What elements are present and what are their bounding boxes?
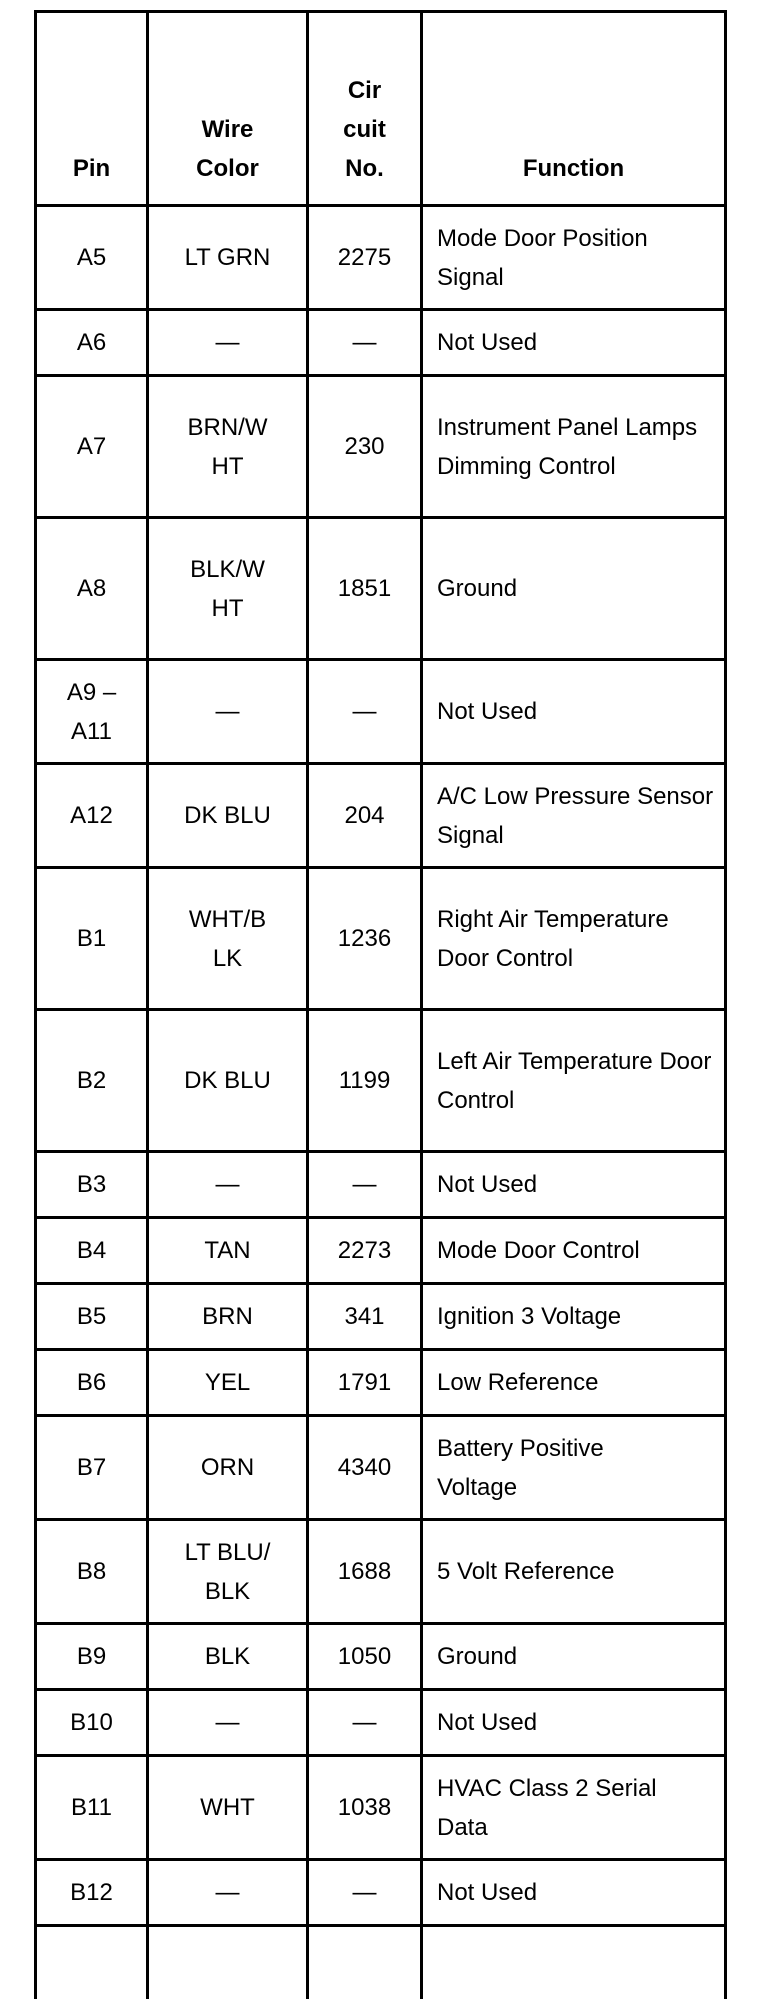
function-cell: Mode Door Position Signal (422, 206, 726, 310)
header-pin: Pin (36, 12, 148, 206)
wire-color-cell: DK BLU (148, 1010, 308, 1152)
table-row (36, 1010, 726, 1152)
table-row (36, 1350, 726, 1416)
wire-color-cell: — (148, 1152, 308, 1218)
table-row (36, 206, 726, 310)
circuit-cell: 1050 (308, 1624, 422, 1690)
header-row (36, 12, 726, 206)
pin-cell: B1 (36, 868, 148, 1010)
empty-cell (308, 1926, 422, 1999)
circuit-cell: — (308, 1860, 422, 1926)
wire-color-cell: WHT (148, 1756, 308, 1860)
table-row (36, 868, 726, 1010)
wire-color-cell: — (148, 1690, 308, 1756)
circuit-cell: 1199 (308, 1010, 422, 1152)
function-cell: Left Air Temperature Door Control (422, 1010, 726, 1152)
circuit-cell: — (308, 1690, 422, 1756)
circuit-cell: 2275 (308, 206, 422, 310)
circuit-cell: 1038 (308, 1756, 422, 1860)
wire-color-cell: — (148, 310, 308, 376)
table-row (36, 376, 726, 518)
table-row (36, 518, 726, 660)
circuit-cell: 204 (308, 764, 422, 868)
header-circuit-no: Cir cuit No. (308, 12, 422, 206)
function-cell: Ground (422, 518, 726, 660)
table-row (36, 1756, 726, 1860)
circuit-cell: — (308, 1152, 422, 1218)
wire-color-cell: LT BLU/ BLK (148, 1520, 308, 1624)
circuit-cell: 1791 (308, 1350, 422, 1416)
function-cell: Low Reference (422, 1350, 726, 1416)
header-wire-color: Wire Color (148, 12, 308, 206)
table-row (36, 1624, 726, 1690)
pin-cell: A7 (36, 376, 148, 518)
function-cell: Not Used (422, 1690, 726, 1756)
wire-color-cell: WHT/B LK (148, 868, 308, 1010)
function-cell: Battery Positive Voltage (422, 1416, 726, 1520)
pin-cell: A9 – A11 (36, 660, 148, 764)
pin-cell: B7 (36, 1416, 148, 1520)
pin-cell: B8 (36, 1520, 148, 1624)
function-cell: Instrument Panel Lamps Dimming Control (422, 376, 726, 518)
circuit-cell: 1851 (308, 518, 422, 660)
function-cell: Mode Door Control (422, 1218, 726, 1284)
function-cell: Not Used (422, 1152, 726, 1218)
table-row (36, 1416, 726, 1520)
pin-cell: A5 (36, 206, 148, 310)
table-row (36, 764, 726, 868)
wire-color-cell: BRN (148, 1284, 308, 1350)
pin-cell: B11 (36, 1756, 148, 1860)
function-cell: HVAC Class 2 Serial Data (422, 1756, 726, 1860)
pin-cell: B9 (36, 1624, 148, 1690)
function-cell: Not Used (422, 660, 726, 764)
wire-color-cell: — (148, 1860, 308, 1926)
table-row (36, 1284, 726, 1350)
table-row (36, 310, 726, 376)
wire-color-cell: YEL (148, 1350, 308, 1416)
pin-cell: A6 (36, 310, 148, 376)
circuit-cell: 4340 (308, 1416, 422, 1520)
circuit-cell: 230 (308, 376, 422, 518)
wire-color-cell: BRN/W HT (148, 376, 308, 518)
circuit-cell: 1688 (308, 1520, 422, 1624)
function-cell: Not Used (422, 1860, 726, 1926)
table-row (36, 1152, 726, 1218)
table-row (36, 1690, 726, 1756)
table-row (36, 1860, 726, 1926)
pin-cell: A12 (36, 764, 148, 868)
empty-cell (36, 1926, 148, 1999)
pin-cell: B3 (36, 1152, 148, 1218)
wire-color-cell: — (148, 660, 308, 764)
wire-color-cell: ORN (148, 1416, 308, 1520)
pin-cell: B4 (36, 1218, 148, 1284)
function-cell: 5 Volt Reference (422, 1520, 726, 1624)
wire-color-cell: DK BLU (148, 764, 308, 868)
function-cell: A/C Low Pressure Sensor Signal (422, 764, 726, 868)
pin-cell: B6 (36, 1350, 148, 1416)
function-cell: Ignition 3 Voltage (422, 1284, 726, 1350)
table-row (36, 660, 726, 764)
circuit-cell: — (308, 660, 422, 764)
pin-cell: B12 (36, 1860, 148, 1926)
function-cell: Not Used (422, 310, 726, 376)
pin-cell: A8 (36, 518, 148, 660)
circuit-cell: 2273 (308, 1218, 422, 1284)
pin-cell: B2 (36, 1010, 148, 1152)
table-row (36, 1218, 726, 1284)
function-cell: Ground (422, 1624, 726, 1690)
circuit-cell: — (308, 310, 422, 376)
table-row-continuation (36, 1926, 726, 1999)
circuit-cell: 341 (308, 1284, 422, 1350)
wire-color-cell: LT GRN (148, 206, 308, 310)
pin-cell: B10 (36, 1690, 148, 1756)
empty-cell (148, 1926, 308, 1999)
wire-color-cell: TAN (148, 1218, 308, 1284)
function-cell: Right Air Temperature Door Control (422, 868, 726, 1010)
connector-pinout-table (34, 10, 727, 1999)
circuit-cell: 1236 (308, 868, 422, 1010)
header-function: Function (422, 12, 726, 206)
wire-color-cell: BLK/W HT (148, 518, 308, 660)
empty-cell (422, 1926, 726, 1999)
pin-cell: B5 (36, 1284, 148, 1350)
wire-color-cell: BLK (148, 1624, 308, 1690)
table-row (36, 1520, 726, 1624)
